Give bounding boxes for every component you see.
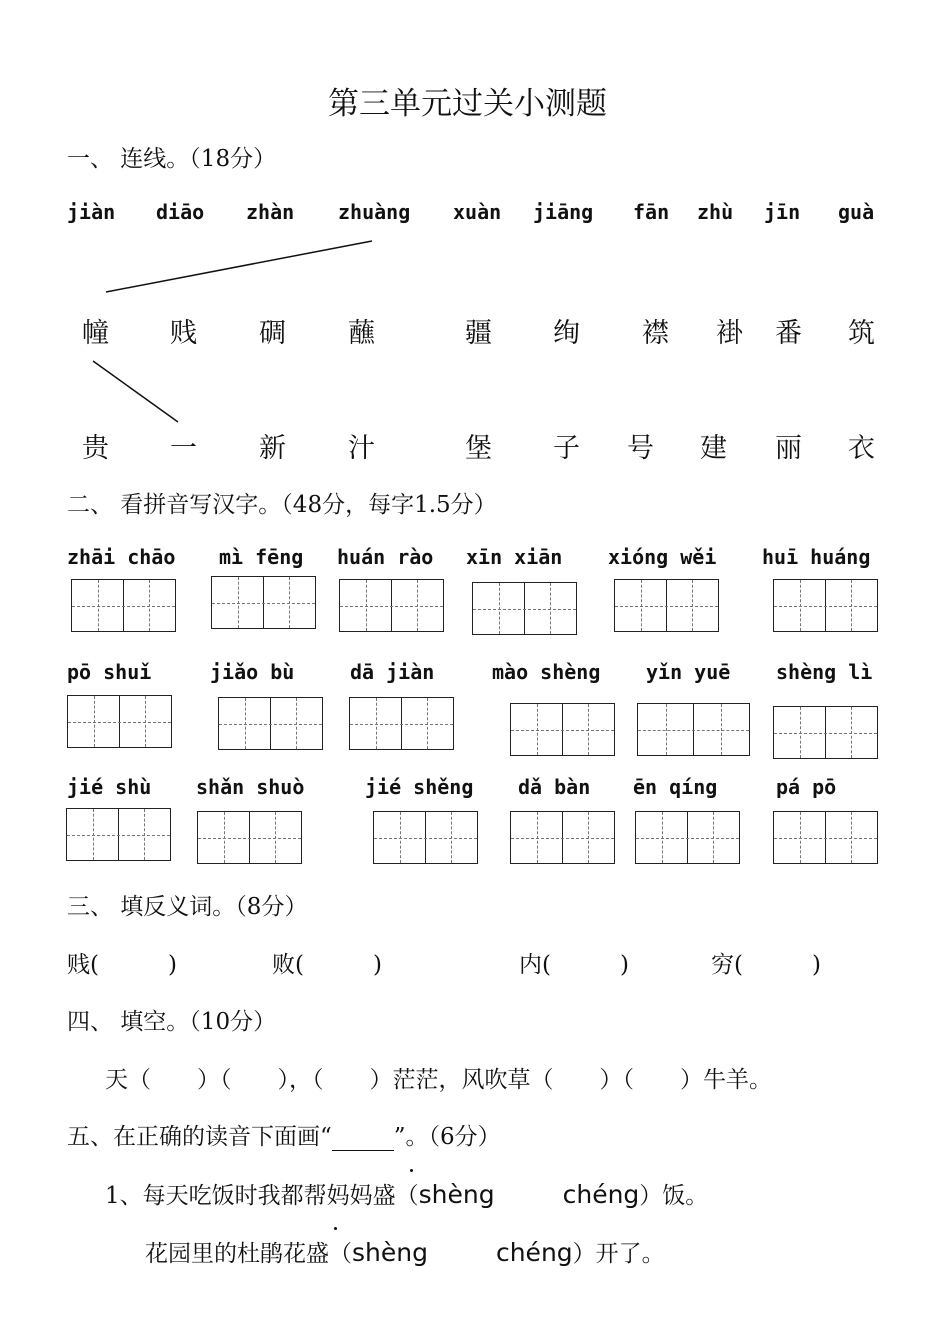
match-lines [0, 0, 950, 480]
match-char-top-0: 幢 [82, 318, 109, 349]
match-char-top-8: 番 [775, 318, 802, 349]
antonym-item-2[interactable]: 内( ) [519, 952, 629, 978]
match-pinyin-5: jiāng [533, 200, 594, 224]
writing-grid[interactable] [510, 703, 615, 756]
pinyin-item-5: huī huáng [762, 545, 871, 569]
writing-grid[interactable] [472, 582, 577, 635]
question-2 [145, 1235, 665, 1268]
section5-heading-start: 五、在正确的读音下面画“ [67, 1124, 332, 1150]
pinyin-item-2: huán rào [337, 545, 434, 569]
match-char-bottom-6: 号 [627, 433, 654, 464]
pinyin-item-4: xióng wěi [608, 545, 717, 569]
section5-heading-end: ”。（6分） [393, 1124, 501, 1150]
emphasis-dot [334, 1227, 337, 1230]
section5-heading [67, 1118, 501, 1151]
question-1-end: ）饭。 [639, 1183, 709, 1209]
match-char-top-2: 碉 [259, 318, 286, 349]
question-1-option-chéng[interactable]: chéng [562, 1180, 640, 1209]
question-2-option-shèng[interactable]: shèng [352, 1238, 428, 1267]
pinyin-item-13: shǎn shuò [196, 775, 305, 799]
pinyin-item-17: pá pō [776, 775, 837, 799]
writing-grid[interactable] [349, 697, 454, 750]
page-title: 第三单元过关小测题 [328, 86, 607, 122]
pinyin-item-11: shèng lì [776, 660, 873, 684]
match-pinyin-2: zhàn [246, 200, 295, 224]
match-char-top-7: 褂 [716, 318, 743, 349]
emphasis-dot [410, 1169, 413, 1172]
writing-grid[interactable] [71, 579, 176, 632]
writing-grid[interactable] [339, 579, 444, 632]
writing-grid[interactable] [637, 703, 750, 756]
pinyin-item-12: jié shù [67, 775, 152, 799]
writing-grid[interactable] [773, 706, 878, 759]
match-char-bottom-4: 堡 [465, 433, 492, 464]
section1-heading: 一、 连线。（18分） [67, 146, 277, 172]
pinyin-item-8: dā jiàn [350, 660, 435, 684]
section4-heading: 四、 填空。（10分） [67, 1009, 277, 1035]
antonym-item-1[interactable]: 败( ) [272, 952, 382, 978]
match-pinyin-3: zhuàng [338, 200, 411, 224]
match-char-top-6: 襟 [642, 318, 669, 349]
match-pinyin-0: jiàn [67, 200, 116, 224]
writing-grid[interactable] [773, 811, 878, 864]
match-pinyin-1: diāo [156, 200, 205, 224]
match-char-bottom-1: 一 [170, 433, 197, 464]
writing-grid[interactable] [773, 579, 878, 632]
antonym-item-3[interactable]: 穷( ) [711, 952, 821, 978]
pinyin-item-16: ēn qíng [633, 775, 718, 799]
pinyin-item-3: xīn xiān [466, 545, 563, 569]
writing-grid[interactable] [67, 695, 172, 748]
writing-grid[interactable] [197, 811, 302, 864]
match-char-top-1: 贱 [170, 318, 197, 349]
match-char-top-3: 蘸 [348, 318, 375, 349]
match-pinyin-8: jīn [764, 200, 801, 224]
match-char-top-4: 疆 [465, 318, 492, 349]
writing-grid[interactable] [211, 576, 316, 629]
writing-grid[interactable] [218, 697, 323, 750]
pinyin-item-14: jié shěng [365, 775, 474, 799]
question-2-option-chéng[interactable]: chéng [495, 1238, 573, 1267]
writing-grid[interactable] [510, 811, 615, 864]
fill-blank-line[interactable]: 天（ ）（ ），（ ）茫茫，风吹草（ ）（ ）牛羊。 [105, 1067, 772, 1093]
pinyin-item-9: mào shèng [492, 660, 601, 684]
match-pinyin-7: zhù [697, 200, 734, 224]
antonym-item-0[interactable]: 贱( ) [67, 952, 177, 978]
match-char-bottom-8: 丽 [775, 433, 802, 464]
match-char-bottom-2: 新 [259, 433, 286, 464]
pinyin-item-10: yǐn yuē [646, 660, 731, 684]
writing-grid[interactable] [66, 808, 171, 861]
pinyin-item-7: jiǎo bù [210, 660, 295, 684]
match-char-bottom-9: 衣 [848, 433, 875, 464]
pinyin-item-6: pō shuǐ [67, 660, 152, 684]
question-1 [105, 1177, 708, 1210]
match-char-top-9: 筑 [848, 318, 875, 349]
match-char-top-5: 绚 [553, 318, 580, 349]
question-2-text: 花园里的杜鹃花盛（ [145, 1241, 352, 1267]
question-1-text: 1、每天吃饭时我都帮妈妈盛（ [105, 1183, 419, 1209]
match-pinyin-6: fān [633, 200, 670, 224]
example-line-1 [106, 241, 372, 292]
question-2-end: ）开了。 [572, 1241, 665, 1267]
question-1-option-shèng[interactable]: shèng [418, 1180, 495, 1209]
writing-grid[interactable] [635, 811, 740, 864]
pinyin-item-1: mì fēng [219, 545, 304, 569]
writing-grid[interactable] [373, 811, 478, 864]
underline-sample [332, 1128, 394, 1151]
pinyin-item-15: dǎ bàn [518, 775, 591, 799]
match-pinyin-9: guà [838, 200, 875, 224]
example-line-2 [93, 361, 178, 422]
section3-heading: 三、 填反义词。（8分） [67, 894, 308, 920]
section2-heading: 二、 看拼音写汉字。（48分，每字1.5分） [67, 492, 497, 518]
match-pinyin-4: xuàn [453, 200, 502, 224]
match-char-bottom-3: 汁 [348, 433, 375, 464]
pinyin-item-0: zhāi chāo [67, 545, 176, 569]
match-char-bottom-5: 子 [553, 433, 580, 464]
writing-grid[interactable] [614, 579, 719, 632]
match-char-bottom-7: 建 [700, 433, 727, 464]
match-char-bottom-0: 贵 [82, 433, 109, 464]
